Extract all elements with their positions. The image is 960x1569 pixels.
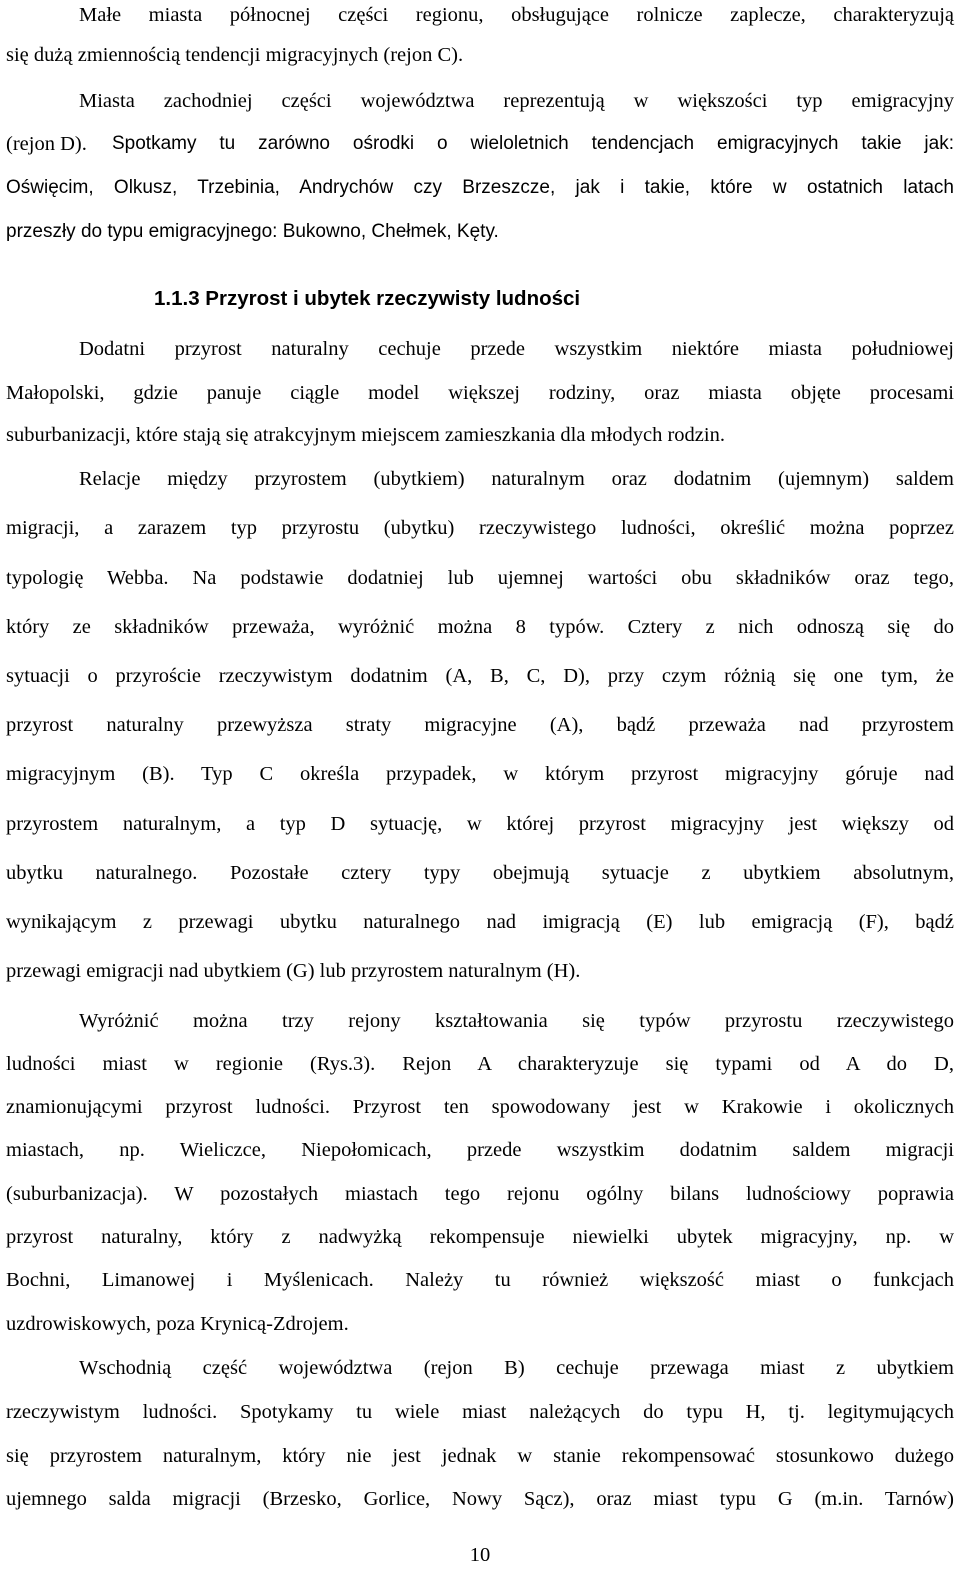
section-heading: 1.1.3 Przyrost i ubytek rzeczywisty ludności xyxy=(154,287,581,310)
paragraph-line: migracyjnym (B). Typ C określa przypadek, w którym przyrost migracyjny góruje nad xyxy=(6,763,954,785)
paragraph-line: miastach, np. Wieliczce, Niepołomicach, przede wszystkim dodatnim saldem migracji xyxy=(6,1139,954,1161)
paragraph-line-mixed xyxy=(6,134,954,155)
paragraph-line: Miasta zachodniej części województwa reprezentują w większości typ emigracyjny xyxy=(79,90,954,112)
paragraph-line: przewagi emigracji nad ubytkiem (G) lub przyrostem naturalnym (H). xyxy=(6,960,581,982)
paragraph-line: (suburbanizacja). W pozostałych miastach tego rejonu ogólny bilans ludnościowy poprawia xyxy=(6,1183,954,1205)
paragraph-line: Małopolski, gdzie panuje ciągle model większej rodziny, oraz miasta objęte procesami xyxy=(6,382,954,404)
paragraph-line: Dodatni przyrost naturalny cechuje przede wszystkim niektóre miasta południowej xyxy=(79,338,954,360)
paragraph-line: typologię Webba. Na podstawie dodatniej lub ujemnej wartości obu składników oraz tego, xyxy=(6,567,954,589)
paragraph-line: który ze składników przeważa, wyróżnić można 8 typów. Cztery z nich odnoszą się do xyxy=(6,616,954,638)
page-number: 10 xyxy=(469,1544,491,1566)
paragraph-line: Małe miasta północnej części regionu, obsługujące rolnicze zaplecze, charakteryzują xyxy=(79,4,954,26)
paragraph-line: Wschodnią część województwa (rejon B) cechuje przewaga miast z ubytkiem xyxy=(79,1357,954,1379)
paragraph-line: wynikającym z przewagi ubytku naturalnego nad imigracją (E) lub emigracją (F), bądź xyxy=(6,911,954,933)
paragraph-line: ubytku naturalnego. Pozostałe cztery typy obejmują sytuacje z ubytkiem absolutnym, xyxy=(6,862,954,884)
paragraph-line: ujemnego salda migracji (Brzesko, Gorlice, Nowy Sącz), oraz miast typu G (m.in. Tarnów) xyxy=(6,1488,954,1510)
paragraph-line: sytuacji o przyroście rzeczywistym dodatnim (A, B, C, D), przy czym różnią się one tym, że xyxy=(6,665,954,687)
paragraph-line: migracji, a zarazem typ przyrostu (ubytku) rzeczywistego ludności, określić można poprzez xyxy=(6,517,954,539)
paragraph-line: się przyrostem naturalnym, który nie jest jednak w stanie rekompensować stosunkowo dużego xyxy=(6,1445,954,1467)
paragraph-line: się dużą zmiennością tendencji migracyjnych (rejon C). xyxy=(6,44,464,66)
paragraph-line: Relacje między przyrostem (ubytkiem) naturalnym oraz dodatnim (ujemnym) saldem xyxy=(79,468,954,490)
paragraph-fragment-sans: Spotkamy tu zarówno ośrodki o wieloletnich tendencjach emigracyjnych takie jak: xyxy=(112,133,954,154)
paragraph-line: uzdrowiskowych, poza Krynicą-Zdrojem. xyxy=(6,1313,349,1335)
paragraph-line: znamionującymi przyrost ludności. Przyrost ten spowodowany jest w Krakowie i okolicznych xyxy=(6,1096,954,1118)
paragraph-line: Oświęcim, Olkusz, Trzebinia, Andrychów czy Brzeszcze, jak i takie, które w ostatnich latach xyxy=(6,177,954,198)
paragraph-line: rzeczywistym ludności. Spotykamy tu wiele miast należących do typu H, tj. legitymujących xyxy=(6,1401,954,1423)
paragraph-line: przyrost naturalny, który z nadwyżką rekompensuje niewielki ubytek migracyjny, np. w xyxy=(6,1226,954,1248)
paragraph-fragment: (rejon D). xyxy=(6,133,87,155)
paragraph-line: przeszły do typu emigracyjnego: Bukowno, Chełmek, Kęty. xyxy=(6,221,499,242)
paragraph-line: suburbanizacji, które stają się atrakcyjnym miejscem zamieszkania dla młodych rodzin. xyxy=(6,424,725,446)
paragraph-line: przyrost naturalny przewyższa straty migracyjne (A), bądź przeważa nad przyrostem xyxy=(6,714,954,736)
paragraph-line: Bochni, Limanowej i Myślenicach. Należy tu również większość miast o funkcjach xyxy=(6,1269,954,1291)
paragraph-line: przyrostem naturalnym, a typ D sytuację, w której przyrost migracyjny jest większy od xyxy=(6,813,954,835)
paragraph-line: Wyróżnić można trzy rejony kształtowania się typów przyrostu rzeczywistego xyxy=(79,1010,954,1032)
paragraph-line: ludności miast w regionie (Rys.3). Rejon A charakteryzuje się typami od A do D, xyxy=(6,1053,954,1075)
